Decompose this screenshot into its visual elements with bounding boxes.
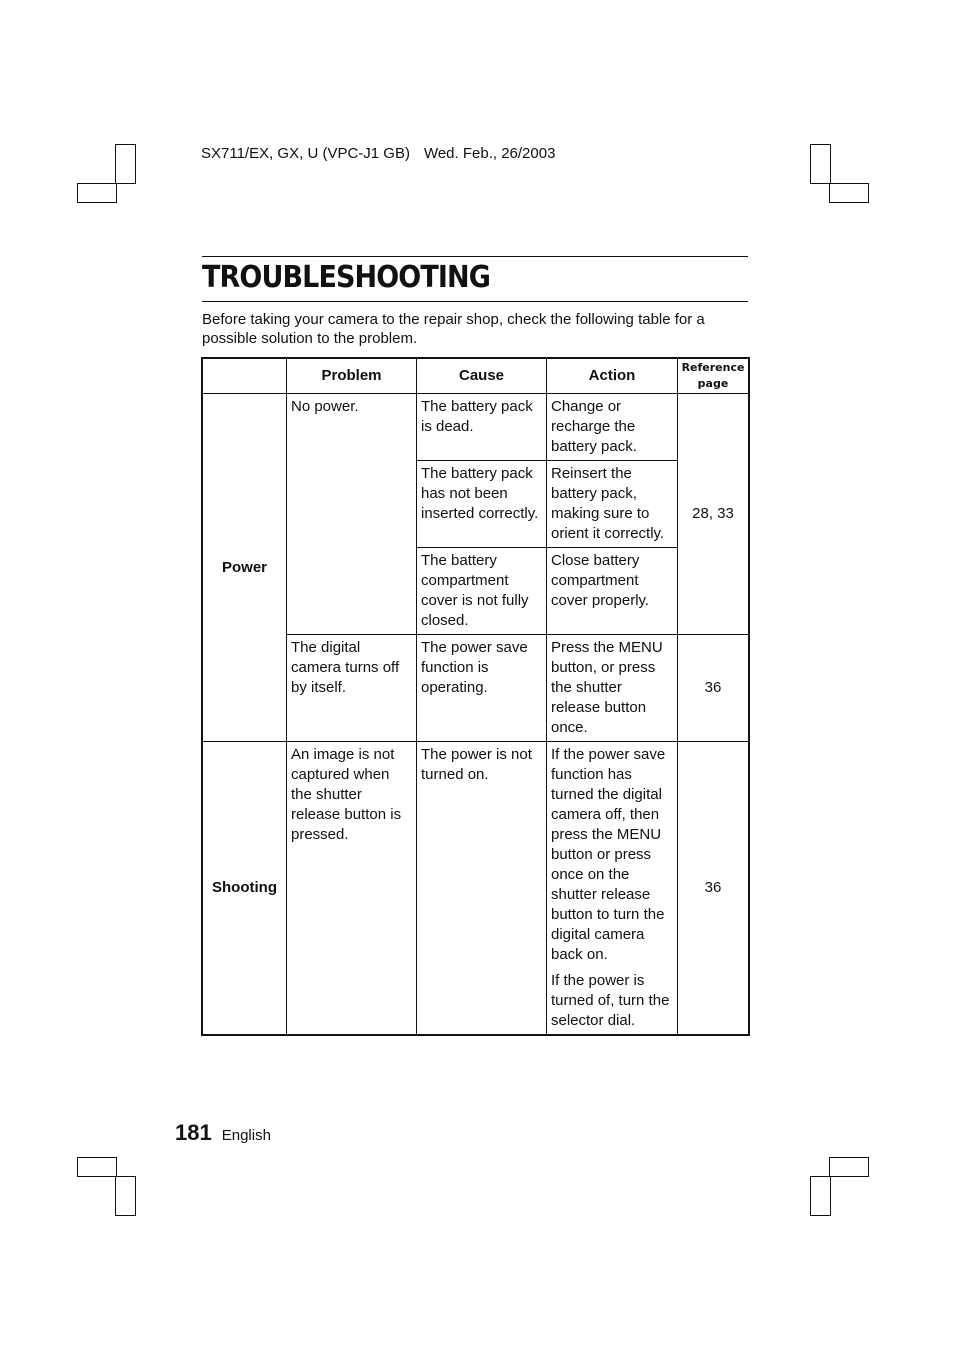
page-number: 181 [175, 1120, 212, 1145]
intro-paragraph: Before taking your camera to the repair shop, check the following table for a possible solution to the problem. [202, 311, 705, 347]
table-row [203, 742, 749, 1035]
header-reference-line1: Reference [681, 361, 745, 374]
cause-power-save: The power save function is operating. [417, 635, 547, 742]
crop-mark-top-left-vertical [115, 144, 136, 184]
crop-mark-top-left-horizontal [77, 183, 117, 203]
crop-mark-top-right-vertical [810, 144, 831, 184]
page-footer [175, 1120, 271, 1146]
print-date: Wed. Feb., 26/2003 [423, 145, 556, 162]
problem-no-power: No power. [287, 394, 417, 635]
reference-no-power: 28, 33 [678, 394, 749, 635]
action-close-cover: Close battery compartment cover properly. [547, 548, 678, 635]
page-title: TROUBLESHOOTING [202, 260, 490, 295]
model-code: SX711/EX, GX, U (VPC-J1 GB) [201, 145, 410, 162]
header-action: Action [547, 359, 678, 394]
header-cause: Cause [417, 359, 547, 394]
troubleshooting-table [202, 358, 749, 1035]
problem-turns-off: The digital camera turns off by itself. [287, 635, 417, 742]
crop-mark-bottom-left-horizontal [77, 1157, 117, 1177]
title-rule-top [202, 256, 748, 257]
cause-battery-dead: The battery pack is dead. [417, 394, 547, 461]
action-shooting [547, 742, 678, 1035]
problem-image-not-captured: An image is not captured when the shutter release button is pressed. [287, 742, 417, 1035]
crop-mark-bottom-left-vertical [115, 1176, 136, 1216]
cause-power-not-on: The power is not turned on. [417, 742, 547, 1035]
header-reference-page [678, 359, 749, 394]
header-reference-line2: page [697, 377, 729, 390]
reference-shooting: 36 [678, 742, 749, 1035]
table-header-row [203, 359, 749, 394]
reference-turns-off: 36 [678, 635, 749, 742]
print-header [201, 145, 555, 162]
action-power-save-off: If the power save function has turned the digital camera off, then press the MENU button or press once on the shutter release button to turn the digital camera back on. [551, 746, 666, 963]
crop-mark-bottom-right-vertical [810, 1176, 831, 1216]
header-problem: Problem [287, 359, 417, 394]
category-power: Power [203, 394, 287, 742]
cause-battery-inserted: The battery pack has not been inserted correctly. [417, 461, 547, 548]
category-shooting: Shooting [203, 742, 287, 1035]
crop-mark-bottom-right-horizontal [829, 1157, 869, 1177]
cause-cover-not-closed: The battery compartment cover is not fully closed. [417, 548, 547, 635]
action-turn-selector-dial: If the power is turned of, turn the selector dial. [551, 972, 670, 1029]
action-reinsert-battery: Reinsert the battery pack, making sure to orient it correctly. [547, 461, 678, 548]
crop-mark-top-right-horizontal [829, 183, 869, 203]
action-press-menu: Press the MENU button, or press the shutter release button once. [547, 635, 678, 742]
action-change-battery: Change or recharge the battery pack. [547, 394, 678, 461]
title-rule-bottom [202, 301, 748, 302]
table-row [203, 394, 749, 461]
language-label: English [221, 1127, 271, 1144]
header-category [203, 359, 287, 394]
